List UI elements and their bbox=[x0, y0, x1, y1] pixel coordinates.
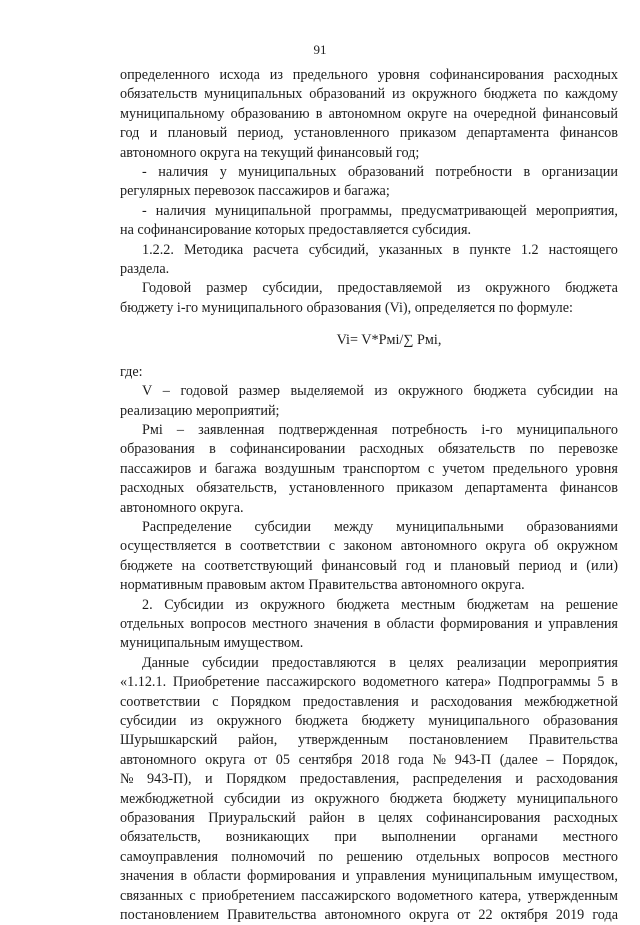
word: предоставляемой bbox=[337, 280, 443, 297]
word: 1.2.2. bbox=[142, 241, 174, 258]
word: округа bbox=[205, 751, 246, 768]
text-line bbox=[120, 867, 618, 886]
word: самоуправления bbox=[120, 848, 218, 865]
text-line: где: bbox=[120, 363, 143, 380]
word: муниципальных bbox=[204, 86, 303, 103]
word: водометного bbox=[396, 887, 474, 904]
word: 2019 bbox=[555, 907, 585, 924]
word: – bbox=[546, 751, 554, 768]
word: 22 bbox=[478, 907, 493, 924]
word: субсидии bbox=[536, 383, 594, 400]
word: предоставления bbox=[302, 693, 399, 710]
word: период, bbox=[237, 125, 284, 142]
section-heading bbox=[120, 241, 618, 260]
word: Годовой bbox=[142, 280, 192, 297]
word: у bbox=[219, 164, 227, 181]
word: расходных bbox=[359, 441, 424, 458]
word: приказом bbox=[399, 125, 457, 142]
word: пассажирского bbox=[301, 887, 391, 904]
word: Приобретение bbox=[172, 674, 260, 691]
word: органами bbox=[480, 829, 538, 846]
word: предельного bbox=[492, 460, 568, 477]
word: V bbox=[142, 383, 153, 400]
word: и bbox=[341, 868, 350, 885]
word: местным bbox=[401, 596, 456, 613]
word: окружного bbox=[398, 383, 463, 400]
word: водометного bbox=[362, 674, 439, 691]
word: и bbox=[534, 615, 543, 632]
word: бюджета bbox=[389, 790, 443, 807]
word: плановый bbox=[167, 125, 228, 142]
word: Правительства bbox=[227, 907, 317, 924]
word: и bbox=[205, 771, 213, 788]
word: обязательств bbox=[438, 441, 516, 458]
word: финансов bbox=[559, 480, 618, 497]
word: формирования bbox=[440, 615, 529, 632]
word: в bbox=[224, 538, 232, 555]
word: уровня bbox=[377, 67, 420, 83]
text-line bbox=[120, 615, 618, 634]
word: с bbox=[189, 887, 196, 904]
word: программы, bbox=[320, 202, 393, 219]
word: Правительства bbox=[528, 732, 618, 749]
word: обязательств bbox=[120, 86, 198, 103]
word: Pмi bbox=[142, 421, 163, 438]
word: каждому bbox=[565, 86, 618, 103]
text-line bbox=[120, 790, 618, 809]
word: пассажиров bbox=[120, 460, 192, 477]
word: целях bbox=[409, 654, 444, 671]
text-line: автономного округа. bbox=[120, 499, 244, 516]
word: муниципальных bbox=[238, 164, 337, 181]
text-line bbox=[120, 537, 618, 556]
word: субсидии bbox=[120, 713, 177, 729]
word: софинансирования bbox=[426, 810, 541, 827]
word: район bbox=[309, 810, 345, 827]
word: финансов bbox=[559, 125, 618, 142]
word: окружного bbox=[216, 713, 282, 729]
text-line: раздела. bbox=[120, 261, 170, 278]
word: года bbox=[398, 751, 424, 768]
document-body bbox=[120, 66, 618, 925]
word: перевозке bbox=[558, 441, 618, 458]
text-line bbox=[120, 731, 618, 750]
word: настоящего bbox=[548, 241, 618, 258]
word: образования bbox=[120, 810, 195, 827]
text-line: реализацию мероприятий; bbox=[120, 402, 280, 419]
word: на bbox=[181, 557, 196, 574]
word: автономного bbox=[324, 907, 401, 924]
word: из bbox=[190, 713, 204, 729]
word: распределения bbox=[412, 771, 502, 788]
word: образований bbox=[348, 164, 424, 181]
word: расходных bbox=[553, 67, 618, 83]
word: расчета bbox=[253, 241, 299, 258]
word: финансовый bbox=[321, 557, 397, 574]
word: расходования bbox=[430, 693, 513, 710]
word: и bbox=[569, 557, 578, 574]
word: автономного bbox=[400, 538, 477, 555]
word: округе bbox=[407, 105, 448, 122]
word: 05 bbox=[275, 751, 290, 768]
text-line bbox=[120, 440, 618, 459]
text-line: нормативным правовым актом Правительства автономного округа. bbox=[120, 577, 525, 594]
word: межбюджетной bbox=[524, 693, 618, 710]
word: из bbox=[290, 790, 305, 807]
word: субсидии bbox=[254, 518, 311, 535]
word: софинансировании bbox=[230, 441, 346, 458]
text-line bbox=[120, 751, 618, 770]
word: бюджетам bbox=[466, 596, 529, 613]
word: очередной bbox=[473, 105, 537, 122]
word: вопросов bbox=[190, 615, 247, 632]
text-line bbox=[120, 279, 618, 298]
word: из bbox=[235, 596, 249, 613]
text-line bbox=[120, 382, 618, 401]
word: департамента bbox=[465, 480, 548, 497]
word: окружного bbox=[485, 280, 551, 297]
word: от bbox=[457, 907, 471, 924]
word: Данные bbox=[142, 654, 189, 671]
text-line bbox=[120, 770, 618, 789]
word: окружном bbox=[556, 538, 618, 555]
word: имуществом, bbox=[538, 868, 618, 885]
word: по bbox=[529, 441, 545, 458]
word: обязательств, bbox=[196, 480, 277, 497]
text-line bbox=[120, 673, 618, 692]
word: формирования bbox=[247, 868, 336, 885]
word: Распределение bbox=[142, 518, 232, 535]
word: в bbox=[358, 810, 365, 827]
word: субсидии, bbox=[262, 280, 323, 297]
text-line bbox=[120, 906, 618, 925]
word: (далее bbox=[499, 751, 538, 768]
text-line bbox=[120, 693, 618, 712]
word: бюджету bbox=[452, 790, 507, 807]
word: обязательств, bbox=[120, 829, 201, 846]
word: наличия bbox=[155, 202, 206, 219]
text-line: автономного округа на текущий финансовый год; bbox=[120, 144, 420, 161]
word: Порядок, bbox=[562, 751, 618, 768]
word: октября bbox=[500, 907, 548, 924]
word: значения bbox=[120, 868, 175, 885]
text-line bbox=[120, 66, 618, 85]
text-line bbox=[120, 85, 618, 104]
word: округа bbox=[408, 907, 450, 924]
word: субсидии bbox=[202, 654, 259, 671]
word: по bbox=[318, 848, 334, 865]
word: расходных bbox=[553, 810, 618, 827]
word: образования bbox=[543, 713, 618, 729]
word: – bbox=[162, 383, 170, 400]
word: расходования bbox=[536, 771, 618, 788]
word: и bbox=[433, 557, 442, 574]
word: и bbox=[515, 771, 523, 788]
word: транспортом bbox=[342, 460, 421, 477]
text-line bbox=[120, 654, 618, 673]
word: в bbox=[180, 868, 188, 885]
word: расходных bbox=[120, 480, 185, 497]
word: Методика bbox=[183, 241, 244, 258]
word: 943-П), bbox=[147, 771, 192, 788]
word: соответствии bbox=[120, 693, 201, 710]
word: заявленная bbox=[198, 421, 265, 438]
text-line bbox=[120, 712, 618, 731]
word: из bbox=[374, 383, 388, 400]
word: целях bbox=[378, 810, 413, 827]
text-line bbox=[120, 460, 618, 479]
word: Шурышкарский bbox=[120, 732, 218, 749]
word: автономного bbox=[120, 751, 197, 768]
word: период bbox=[518, 557, 562, 574]
word: образованию bbox=[230, 105, 310, 122]
word: образований bbox=[309, 86, 386, 103]
word: при bbox=[334, 829, 357, 846]
text-line bbox=[120, 421, 618, 440]
word: - bbox=[142, 202, 147, 219]
word: определенного bbox=[120, 67, 210, 83]
word: субсидии bbox=[223, 790, 281, 807]
word: (или) bbox=[586, 557, 618, 574]
word: и bbox=[199, 460, 207, 477]
word: возникающих bbox=[225, 829, 310, 846]
text-line: муниципальным имуществом. bbox=[120, 635, 304, 652]
word: софинансирования bbox=[429, 67, 544, 83]
word: годовой bbox=[180, 383, 229, 400]
word: департамента bbox=[466, 125, 550, 142]
word: управления bbox=[548, 615, 618, 632]
word: – bbox=[176, 421, 185, 438]
word: полномочий bbox=[231, 848, 306, 865]
word: установленного bbox=[289, 480, 385, 497]
word: воздушным bbox=[264, 460, 335, 477]
word: с bbox=[428, 460, 435, 477]
word: реализации bbox=[456, 654, 527, 671]
word: 5 bbox=[597, 674, 605, 691]
text-line bbox=[120, 202, 618, 221]
word: катера» bbox=[445, 674, 492, 691]
word: из bbox=[391, 86, 406, 103]
word: решение bbox=[565, 596, 618, 613]
word: пункте bbox=[469, 241, 511, 258]
word: Подпрограммы bbox=[497, 674, 591, 691]
word: утвержденным bbox=[527, 887, 618, 904]
word: соответствующий bbox=[204, 557, 313, 574]
word: с bbox=[212, 693, 219, 710]
word: на bbox=[540, 596, 555, 613]
word: предельного bbox=[292, 67, 368, 83]
word: на bbox=[604, 383, 618, 400]
word: бюджета bbox=[336, 596, 390, 613]
text-line bbox=[120, 828, 618, 847]
word: местного bbox=[562, 848, 618, 865]
word: постановлением bbox=[408, 732, 509, 749]
word: учетом bbox=[442, 460, 485, 477]
word: между bbox=[333, 518, 374, 535]
word: исхода bbox=[219, 67, 260, 83]
word: размер bbox=[238, 383, 280, 400]
word: муниципального bbox=[516, 421, 618, 438]
word: год bbox=[120, 125, 140, 142]
word: муниципальной bbox=[214, 202, 312, 219]
word: области bbox=[193, 868, 241, 885]
word: 943-П bbox=[454, 751, 492, 768]
word: вопросов bbox=[493, 848, 550, 865]
text-line bbox=[120, 557, 618, 576]
word: финансовый bbox=[542, 105, 618, 122]
word: субсидий, bbox=[308, 241, 369, 258]
word: № bbox=[432, 751, 447, 768]
word: уровня bbox=[575, 460, 618, 477]
word: Порядком bbox=[230, 693, 291, 710]
word: выделяемой bbox=[290, 383, 364, 400]
word: «1.12.1. bbox=[120, 674, 167, 691]
word: бюджета bbox=[565, 280, 618, 297]
word: 1.2 bbox=[520, 241, 539, 258]
text-line: на софинансирование которых предоставляется субсидия. bbox=[120, 222, 472, 239]
word: предоставляются bbox=[271, 654, 377, 671]
word: местного bbox=[562, 829, 618, 846]
word: окружного bbox=[260, 596, 325, 613]
word: области bbox=[386, 615, 435, 632]
word: бюджета bbox=[295, 713, 348, 729]
word: в bbox=[523, 164, 531, 181]
word: багажа bbox=[214, 460, 257, 477]
word: на bbox=[453, 105, 468, 122]
word: из bbox=[457, 280, 471, 297]
word: и bbox=[149, 125, 158, 142]
word: в bbox=[209, 441, 216, 458]
word: округа bbox=[485, 538, 526, 555]
word: муниципальному bbox=[120, 105, 225, 122]
word: потребность bbox=[391, 421, 468, 438]
word: связанных bbox=[120, 887, 184, 904]
word: в bbox=[315, 105, 323, 122]
word: № bbox=[120, 771, 134, 788]
word: и bbox=[410, 693, 419, 710]
word: постановлением bbox=[120, 907, 220, 924]
word: район, bbox=[238, 732, 278, 749]
word: 2018 bbox=[361, 751, 390, 768]
word: от bbox=[253, 751, 268, 768]
word: указанных bbox=[378, 241, 443, 258]
text-line bbox=[120, 848, 618, 867]
word: предоставления, bbox=[299, 771, 400, 788]
word: выполнении bbox=[381, 829, 457, 846]
word: автономном bbox=[328, 105, 402, 122]
formula: Vi= V*Pмi/∑ Pмi, bbox=[336, 332, 442, 349]
section-heading bbox=[120, 596, 618, 615]
word: потребности bbox=[435, 164, 513, 181]
word: организации bbox=[541, 164, 618, 181]
word: установленного bbox=[293, 125, 390, 142]
word: в bbox=[389, 654, 396, 671]
text-line bbox=[120, 163, 618, 182]
word: Субсидии bbox=[164, 596, 224, 613]
word: образованиями bbox=[526, 518, 618, 535]
word: об bbox=[534, 538, 549, 555]
word: отдельных bbox=[120, 615, 185, 632]
word: образования bbox=[120, 441, 195, 458]
word: с bbox=[328, 538, 336, 555]
word: наличия bbox=[158, 164, 209, 181]
text-line bbox=[120, 105, 618, 124]
word: осуществляется bbox=[120, 538, 217, 555]
word: бюджета bbox=[483, 86, 537, 103]
word: решению bbox=[346, 848, 403, 865]
text-line: бюджету i-го муниципального образования (Vi), определяется по формуле: bbox=[120, 299, 573, 316]
word: значения bbox=[313, 615, 368, 632]
word: Порядком bbox=[226, 771, 287, 788]
word: окружного bbox=[412, 86, 477, 103]
word: бюджете bbox=[120, 557, 173, 574]
word: приобретением bbox=[201, 887, 295, 904]
word: из bbox=[269, 67, 283, 83]
word: муниципального bbox=[516, 790, 618, 807]
word: муниципального bbox=[428, 713, 530, 729]
word: в bbox=[373, 615, 381, 632]
word: год bbox=[405, 557, 426, 574]
word: предусматривающей bbox=[401, 202, 527, 219]
word: муниципальными bbox=[396, 518, 504, 535]
text-line bbox=[120, 518, 618, 537]
word: плановый bbox=[450, 557, 510, 574]
word: законом bbox=[343, 538, 393, 555]
word: муниципальным bbox=[431, 868, 532, 885]
word: приказом bbox=[396, 480, 454, 497]
word: по bbox=[543, 86, 559, 103]
text-line bbox=[120, 887, 618, 906]
word: местного bbox=[252, 615, 308, 632]
word: утвержденным bbox=[297, 732, 389, 749]
word: пассажирского bbox=[266, 674, 356, 691]
text-line bbox=[120, 124, 618, 143]
word: i-го bbox=[481, 421, 503, 438]
word: катера, bbox=[479, 887, 522, 904]
word: отдельных bbox=[415, 848, 481, 865]
word: окружного bbox=[314, 790, 380, 807]
word: 2. bbox=[142, 596, 153, 613]
word: межбюджетной bbox=[120, 790, 214, 807]
word: сентября bbox=[298, 751, 353, 768]
text-line bbox=[120, 809, 618, 828]
page-number: 91 bbox=[313, 42, 327, 57]
word: бюджета bbox=[473, 383, 527, 400]
word: мероприятия, bbox=[535, 202, 618, 219]
word: Приуральский bbox=[208, 810, 296, 827]
word: бюджету bbox=[361, 713, 415, 729]
word: размер bbox=[206, 280, 248, 297]
text-line bbox=[120, 479, 618, 498]
word: - bbox=[142, 164, 147, 181]
word: в bbox=[452, 241, 460, 258]
word: управления bbox=[355, 868, 426, 885]
word: года bbox=[592, 907, 618, 924]
word: подтвержденная bbox=[278, 421, 378, 438]
word: соответствии bbox=[240, 538, 321, 555]
word: в bbox=[611, 674, 618, 691]
word: мероприятия bbox=[539, 654, 618, 671]
text-line: регулярных перевозок пассажиров и багажа; bbox=[120, 183, 390, 200]
